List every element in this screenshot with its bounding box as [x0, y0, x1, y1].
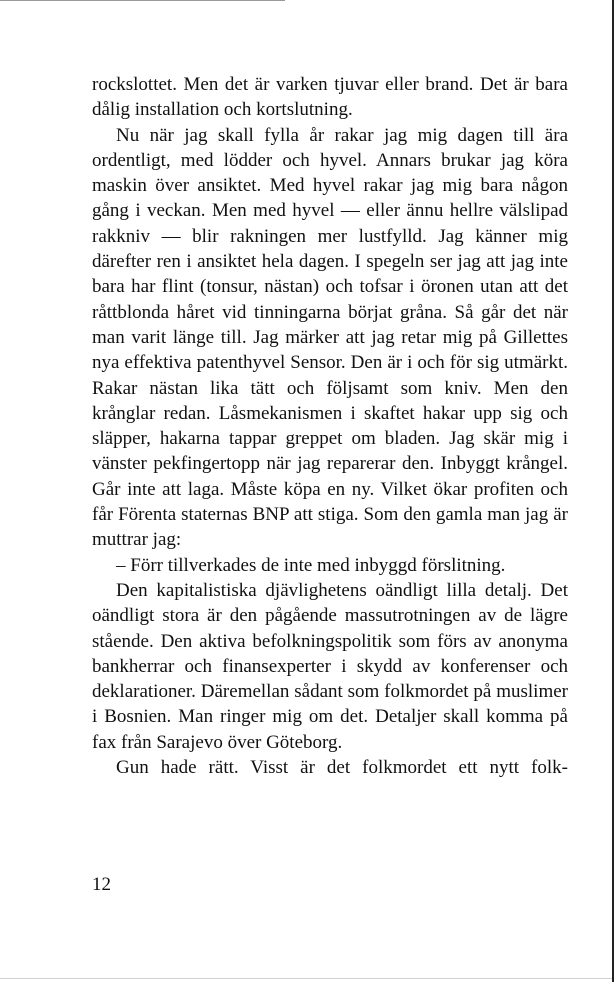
paragraph-dialogue: – Förr tillverkades de inte med inbyggd förslitning.: [116, 554, 506, 576]
bottom-scan-edge: [0, 978, 612, 979]
paragraph: rockslottet. Men det är varken tjuvar eller brand. Det är bara dålig installation och kortslutning.: [92, 74, 568, 121]
paragraph: Nu när jag skall fylla år rakar jag mig dagen till ära ordentligt, med lödder och hyvel. Annars brukar jag köra maskin över ansiktet. Med hyvel rakar jag mig bara någon gång i veckan. Men med hyvel — eller ännu hellre välslipad rakkniv — blir rakningen mer lustfylld. Jag känner mig därefter ren i ansiktet hela dagen. I spegeln ser jag att jag inte bara har flint (tonsur, nästan) och tofsar i öronen utan att det råttblonda håret vid tinningarna börjat gråna. Så går det när man varit länge till. Jag märker att jag retar mig på Gillettes nya effektiva patenthyvel Sensor. Den är i och för sig utmärkt. Rakar nästan lika tätt och följsamt som kniv. Men den krånglar redan. Låsmekanismen i skaftet hakar upp sig och släpper, hakarna tappar greppet om bladen. Jag skär mig i vänster pekfingertopp när jag reparerar den. Inbyggt krångel. Går inte att laga. Måste köpa en ny. Vilket ökar profiten och får Förenta staternas BNP att stiga. Som den gamla man jag är muttrar jag:: [92, 124, 568, 551]
right-scan-edge: [612, 0, 614, 982]
paragraph: Gun hade rätt. Visst är det folkmordet ett nytt folk-: [116, 757, 568, 779]
page-number: 12: [92, 874, 111, 895]
body-text: [92, 72, 568, 780]
paragraph: Den kapitalistiska djävlighetens oändligt lilla detalj. Det oändligt stora är den pågående massutrotningen av de lägre stående. Den aktiva befolkningspolitik som förs av anonyma bankherrar och finansexperter i skydd av konferenser och deklarationer. Däremellan sådant som folkmordet på muslimer i Bosnien. Man ringer mig om det. Detaljer skall komma på fax från Sarajevo över Göteborg.: [92, 579, 568, 753]
top-scan-edge: [0, 0, 285, 1]
